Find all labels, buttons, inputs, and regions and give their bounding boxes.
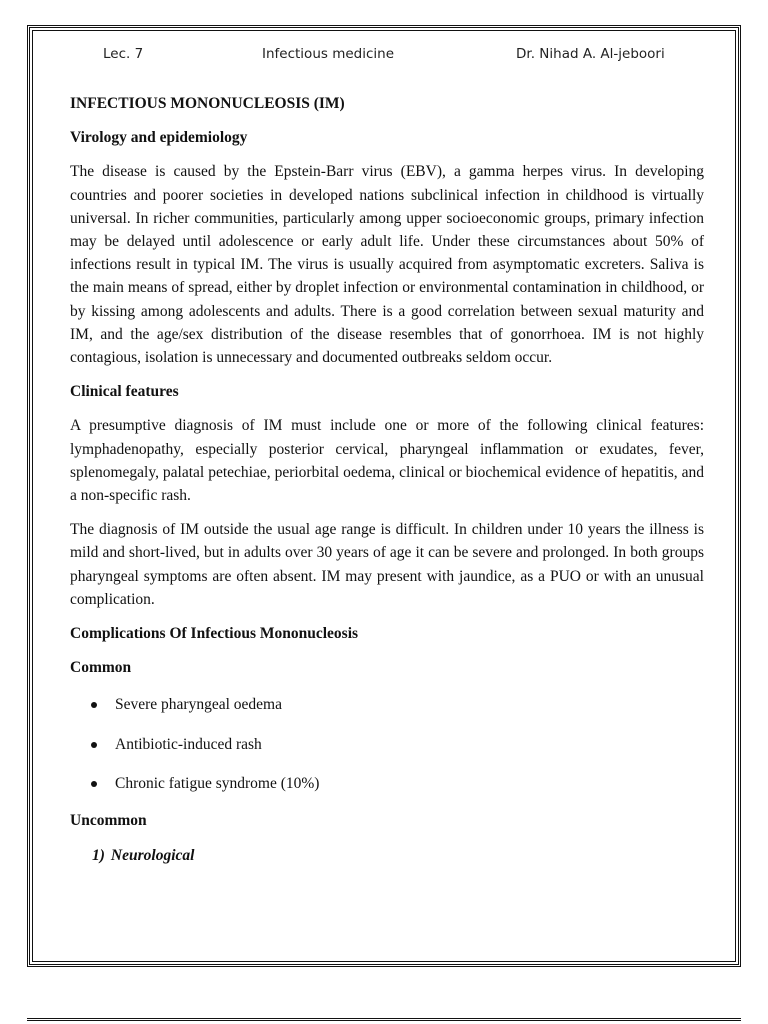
uncommon-item-neurological [70,844,704,867]
common-heading: Common [70,659,132,677]
clinical-paragraph-2: The diagnosis of IM outside the usual age range is difficult. In children under 10 years the illness is mild and short-lived, but in adults over 30 years of age it can be severe and prolonged. In both groups pharyngeal symptoms are often absent. IM may present with jaundice, as a PUO or with an unusual complication. [70,521,704,608]
item-label: Neurological [110,847,195,865]
list-item [70,733,704,756]
list-item [70,772,704,795]
page-header [0,46,768,66]
complications-heading: Complications Of Infectious Mononucleosis [70,625,359,643]
header-author: Dr. Nihad A. Al-jeboori [516,46,665,62]
list-item [70,693,704,716]
clinical-paragraph-1: A presumptive diagnosis of IM must include one or more of the following clinical features: lymphadenopathy, especially posterior cervical, pharyngeal inflammation or exudates, fever, splenomegaly, palatal petechiae, periorbital oedema, clinical or biochemical evidence of hepatitis, and a non-specific rash. [70,417,704,505]
header-subject: Infectious medicine [262,46,395,62]
list-item-text: Chronic fatigue syndrome (10%) [115,774,320,792]
list-item-text: Severe pharyngeal oedema [115,696,282,714]
virology-paragraph: The disease is caused by the Epstein-Barr virus (EBV), a gamma herpes virus. In developing countries and poorer societies in developed nations subclinical infection in childhood is virtually universal. In richer communities, particularly among upper socioeconomic groups, primary infection may be delayed until adolescence or early adult life. Under these circumstances about 50% of infections result in typical IM. The virus is usually acquired from asymptomatic excreters. Saliva is the main means of spread, either by droplet infection or environmental contamination in childhood, or by kissing among adolescents and adults. There is a good correlation between sexual maturity and IM, and the age/sex distribution of the disease resembles that of gonorrhoea. IM is not highly contagious, isolation is unnecessary and documented outbreaks seldom occur. [70,163,704,367]
next-page-border [27,1018,741,1021]
document-title: INFECTIOUS MONONUCLEOSIS (IM) [70,95,345,112]
item-number: 1) [92,847,105,865]
header-lecture: Lec. 7 [103,46,144,62]
common-complications-list [70,693,704,795]
bullet-icon [91,742,97,748]
uncommon-heading: Uncommon [70,812,147,830]
bullet-icon [91,702,97,708]
clinical-heading: Clinical features [70,383,179,401]
document-body [70,92,704,867]
virology-heading: Virology and epidemiology [70,129,248,147]
list-item-text: Antibiotic-induced rash [115,735,262,753]
bullet-icon [91,781,97,787]
